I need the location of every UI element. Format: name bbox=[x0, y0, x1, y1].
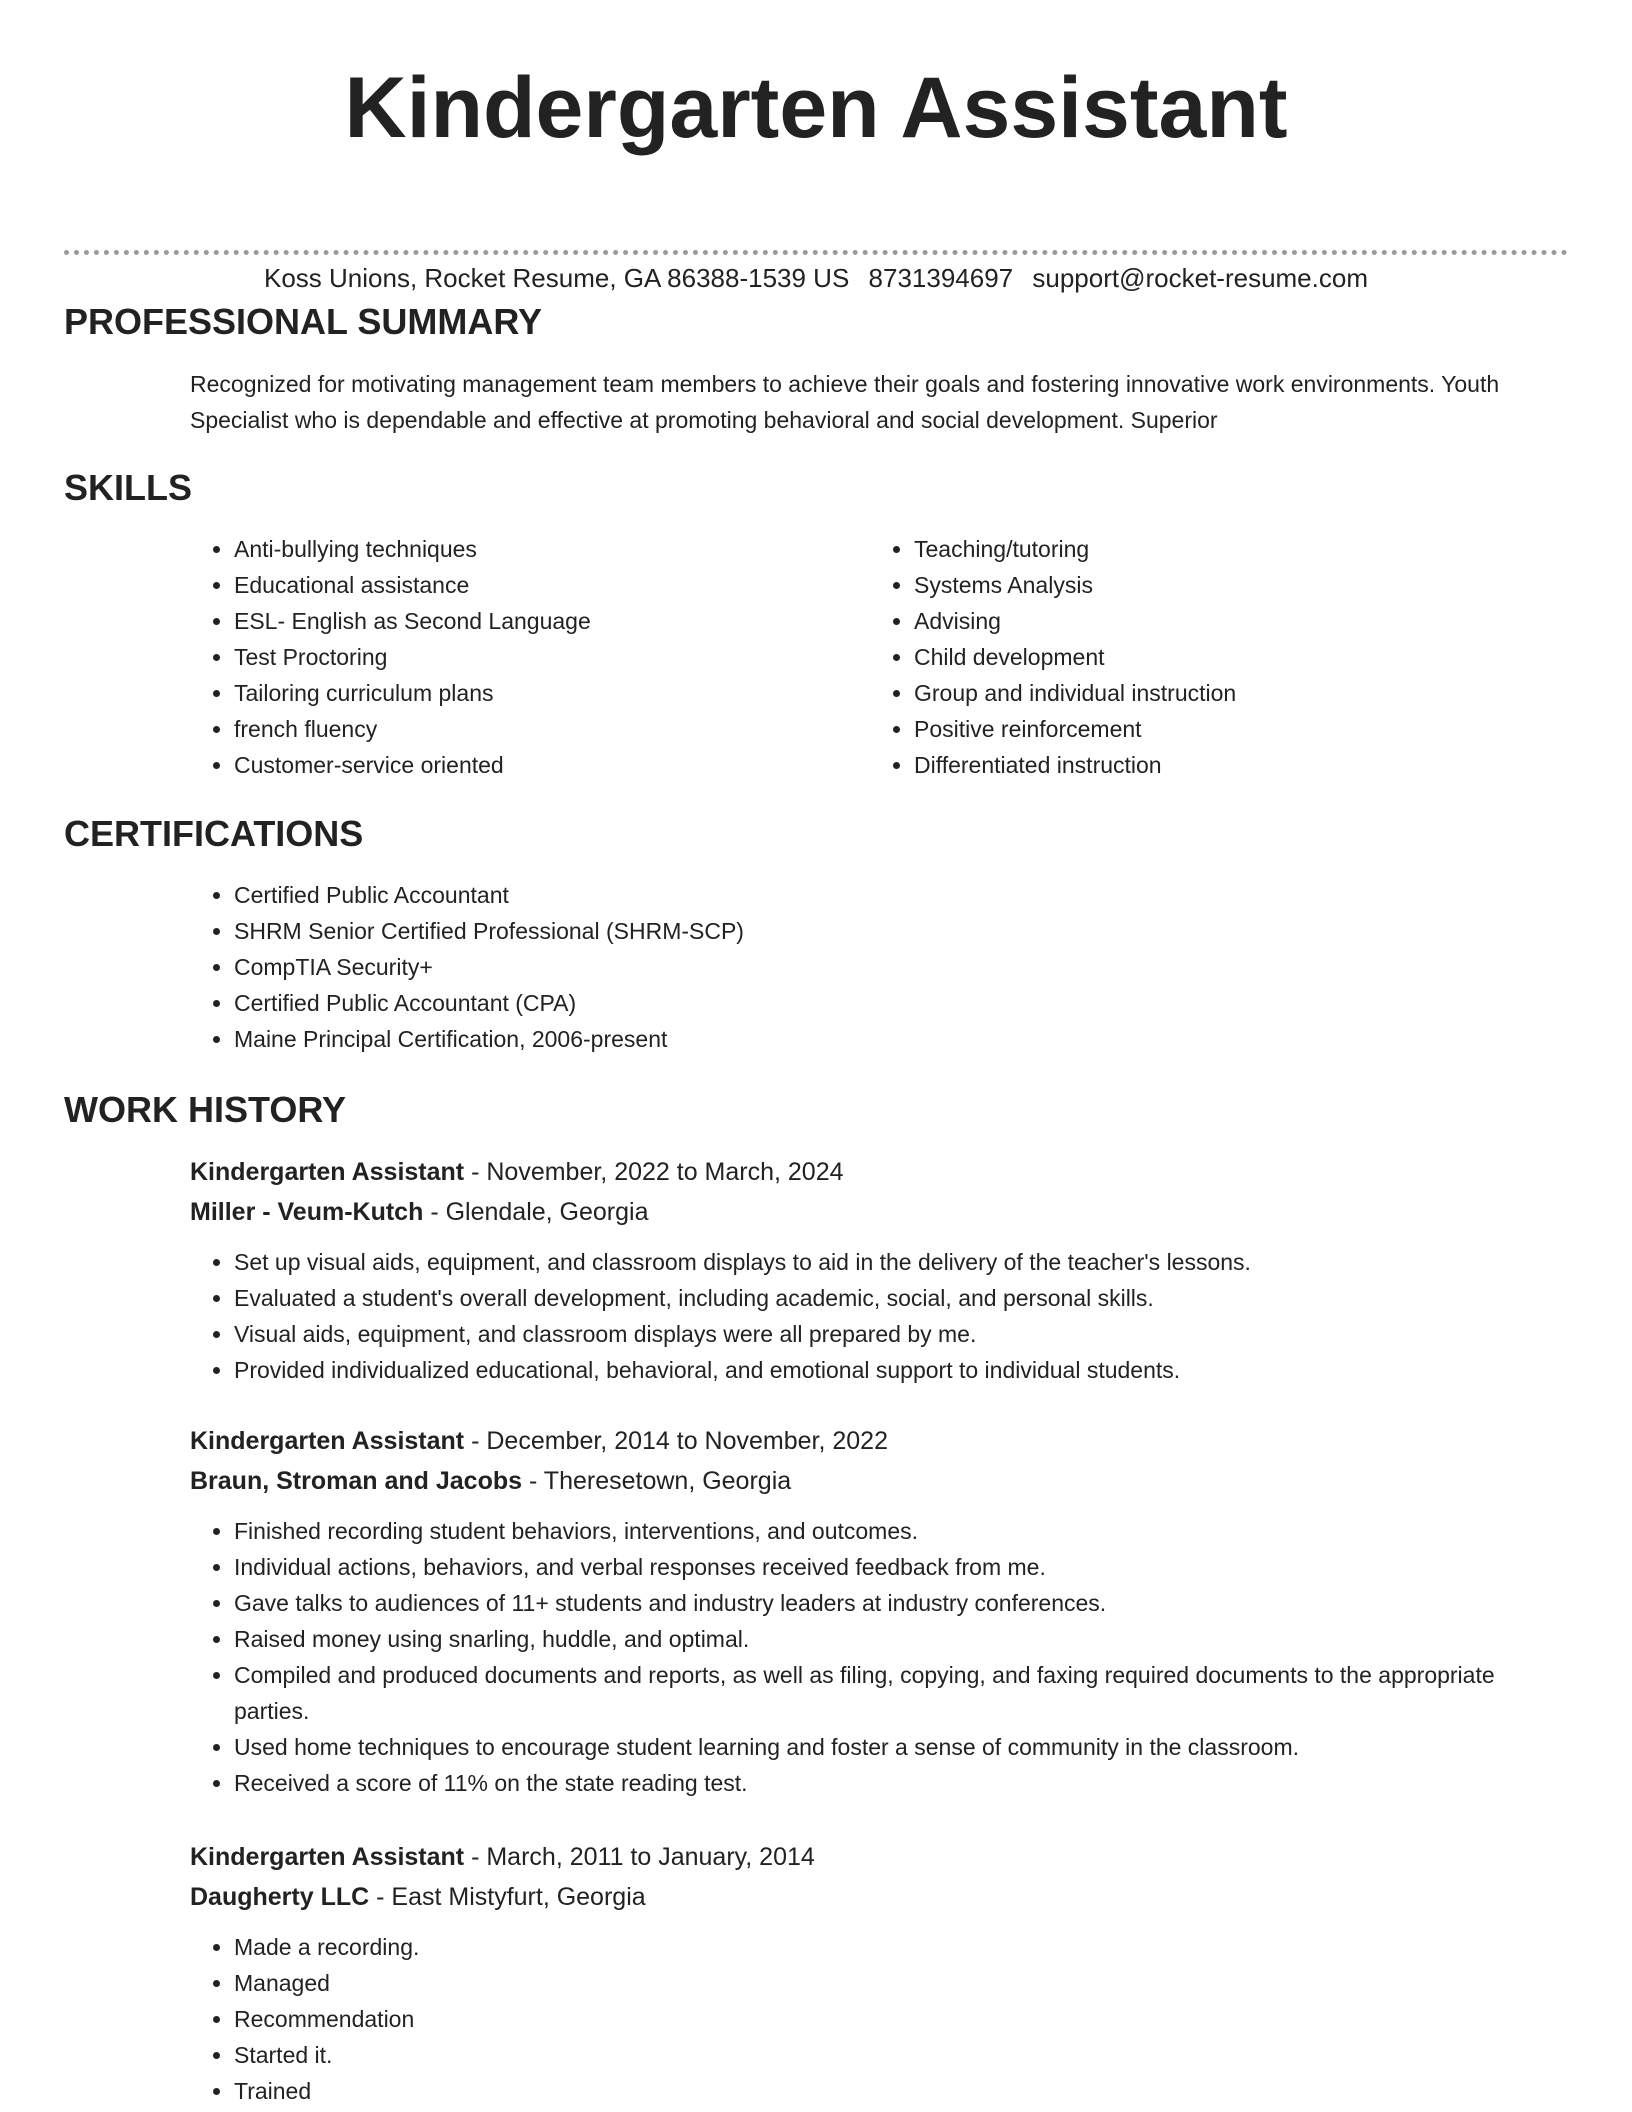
skills-list-left bbox=[190, 531, 830, 783]
job-duty: • Trained bbox=[234, 2073, 1510, 2109]
work-history-heading: WORK HISTORY bbox=[64, 1089, 347, 1130]
contact-phone: 8731394697 bbox=[868, 263, 1014, 293]
skill-item: • Teaching/tutoring bbox=[914, 531, 1510, 567]
job-duty: • Compiled and produced documents and reports, as well as filing, copying, and faxing required documents to the appropriate parties. bbox=[234, 1657, 1510, 1729]
skill-item: • Child development bbox=[914, 639, 1510, 675]
candidate-name: Kindergarten Assistant bbox=[344, 60, 1288, 156]
skill-item: • Advising bbox=[914, 603, 1510, 639]
job-entry bbox=[190, 1152, 1510, 1388]
job-duty: • Individual actions, behaviors, and verbal responses received feedback from me. bbox=[234, 1549, 1510, 1585]
job-company: Miller - Veum-Kutch bbox=[190, 1198, 424, 1226]
job-role: Kindergarten Assistant bbox=[190, 1427, 465, 1455]
job-duty: • Started it. bbox=[234, 2037, 1510, 2073]
job-company-line bbox=[190, 1461, 1510, 1501]
skills-left-column bbox=[190, 531, 830, 783]
skill-item: • Group and individual instruction bbox=[914, 675, 1510, 711]
skill-item: • Systems Analysis bbox=[914, 567, 1510, 603]
skills-right-column bbox=[870, 531, 1510, 783]
contact-line bbox=[0, 258, 1632, 298]
certifications-heading: CERTIFICATIONS bbox=[64, 813, 364, 854]
job-role: Kindergarten Assistant bbox=[190, 1158, 465, 1186]
job-duty: • Managed bbox=[234, 1965, 1510, 2001]
job-location: - Glendale, Georgia bbox=[423, 1198, 649, 1226]
job-entry bbox=[190, 1837, 1510, 2109]
job-company: Braun, Stroman and Jacobs bbox=[190, 1467, 523, 1495]
skill-item: • Anti-bullying techniques bbox=[234, 531, 830, 567]
certifications-list bbox=[190, 877, 1490, 1057]
certification-item: • SHRM Senior Certified Professional (SHRM-SCP) bbox=[234, 913, 1490, 949]
skill-item: • Educational assistance bbox=[234, 567, 830, 603]
job-duty: • Used home techniques to encourage student learning and foster a sense of community in the classroom. bbox=[234, 1729, 1510, 1765]
job-title-line bbox=[190, 1421, 1510, 1461]
job-duties bbox=[190, 1929, 1510, 2109]
job-duty: • Raised money using snarling, huddle, and optimal. bbox=[234, 1621, 1510, 1657]
job-entry bbox=[190, 1421, 1510, 1801]
certification-item: • CompTIA Security+ bbox=[234, 949, 1490, 985]
skill-item: • ESL- English as Second Language bbox=[234, 603, 830, 639]
contact-email[interactable]: support@rocket-resume.com bbox=[1032, 263, 1368, 293]
skill-item: • Tailoring curriculum plans bbox=[234, 675, 830, 711]
job-duty: • Visual aids, equipment, and classroom displays were all prepared by me. bbox=[234, 1316, 1510, 1352]
job-duty: • Received a score of 11% on the state reading test. bbox=[234, 1765, 1510, 1801]
job-duty: • Gave talks to audiences of 11+ students and industry leaders at industry conferences. bbox=[234, 1585, 1510, 1621]
job-duty: • Set up visual aids, equipment, and classroom displays to aid in the delivery of the teacher's lessons. bbox=[234, 1244, 1510, 1280]
certification-item: • Maine Principal Certification, 2006-present bbox=[234, 1021, 1490, 1057]
job-company: Daugherty LLC bbox=[190, 1883, 370, 1911]
contact-address: Koss Unions, Rocket Resume, GA 86388-1539 US bbox=[263, 263, 850, 293]
job-dates: - December, 2014 to November, 2022 bbox=[464, 1427, 888, 1455]
skill-item: • Positive reinforcement bbox=[914, 711, 1510, 747]
job-company-line bbox=[190, 1877, 1510, 1917]
job-duty: • Recommendation bbox=[234, 2001, 1510, 2037]
header-divider bbox=[64, 250, 1568, 255]
job-location: - East Mistyfurt, Georgia bbox=[369, 1883, 646, 1911]
job-title-line bbox=[190, 1837, 1510, 1877]
summary-heading: PROFESSIONAL SUMMARY bbox=[64, 301, 543, 342]
summary-text: Recognized for motivating management team members to achieve their goals and fostering innovative work environments. Youth Specialist who is dependable and effective at promoting behavioral and social development. Superior bbox=[190, 371, 1500, 433]
certifications-bullets bbox=[190, 877, 1490, 1057]
skill-item: • Test Proctoring bbox=[234, 639, 830, 675]
job-duty: • Made a recording. bbox=[234, 1929, 1510, 1965]
certification-item: • Certified Public Accountant bbox=[234, 877, 1490, 913]
certification-item: • Certified Public Accountant (CPA) bbox=[234, 985, 1490, 1021]
job-duty: • Evaluated a student's overall development, including academic, social, and personal skills. bbox=[234, 1280, 1510, 1316]
job-company-line bbox=[190, 1192, 1510, 1232]
job-role: Kindergarten Assistant bbox=[190, 1843, 465, 1871]
skill-item: • Customer-service oriented bbox=[234, 747, 830, 783]
job-location: - Theresetown, Georgia bbox=[522, 1467, 792, 1495]
job-duties bbox=[190, 1513, 1510, 1801]
job-duties bbox=[190, 1244, 1510, 1388]
job-duty: • Provided individualized educational, behavioral, and emotional support to individual students. bbox=[234, 1352, 1510, 1388]
job-duty: • Finished recording student behaviors, interventions, and outcomes. bbox=[234, 1513, 1510, 1549]
job-dates: - November, 2022 to March, 2024 bbox=[464, 1158, 844, 1186]
skill-item: • french fluency bbox=[234, 711, 830, 747]
skills-heading: SKILLS bbox=[64, 467, 193, 508]
job-dates: - March, 2011 to January, 2014 bbox=[464, 1843, 815, 1871]
skill-item: • Differentiated instruction bbox=[914, 747, 1510, 783]
skills-list-right bbox=[870, 531, 1510, 783]
job-title-line bbox=[190, 1152, 1510, 1192]
